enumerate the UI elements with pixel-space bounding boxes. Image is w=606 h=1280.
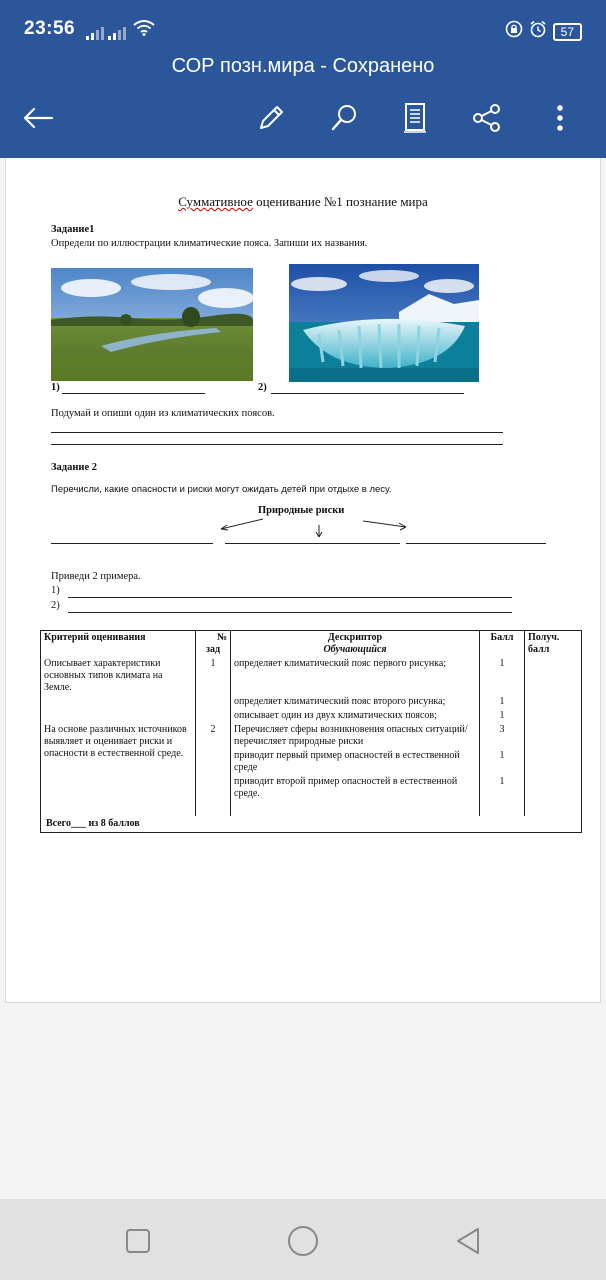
triangle-back-icon[interactable]	[448, 1221, 488, 1261]
header-num-line2: зад	[205, 644, 221, 655]
answer-line-2[interactable]	[271, 393, 464, 394]
row-descriptor: определяет климатический пояс первого рисунка;	[231, 657, 480, 695]
lock-rotation-icon	[505, 20, 523, 43]
table-row	[41, 723, 582, 749]
describe-line-2[interactable]	[51, 444, 503, 445]
signal-icon	[108, 22, 128, 40]
navigation-bar	[0, 1199, 606, 1280]
more-vertical-icon[interactable]	[542, 100, 578, 136]
heading-underlined-word: Суммативное	[178, 194, 253, 209]
header-criterion: Критерий оценивания	[41, 631, 196, 658]
arrow-left-icon[interactable]	[20, 100, 56, 136]
row-descriptor: Перечисляет сферы возникновения опасных ситуаций/ перечисляет природные риски	[231, 723, 480, 749]
task1-title: Задание1	[51, 224, 95, 235]
document-page[interactable]	[5, 158, 601, 1003]
row-criterion	[41, 709, 196, 723]
answer-line-1[interactable]	[62, 393, 205, 394]
battery-indicator: 57	[553, 23, 582, 41]
task2-title: Задание 2	[51, 462, 97, 473]
header-received-line1: Получ.	[528, 632, 560, 643]
table-header-row	[41, 631, 582, 658]
row-received[interactable]	[525, 709, 582, 723]
answer-label-2: 2)	[258, 382, 267, 393]
task2-text: Перечисли, какие опасности и риски могут ожидать детей при отдыхе в лесу.	[51, 484, 392, 495]
row-score: 1	[480, 775, 525, 816]
header-received-line2: балл	[528, 644, 550, 655]
describe-line-1[interactable]	[51, 432, 503, 433]
reading-view-icon[interactable]	[397, 100, 433, 136]
page-heading	[6, 194, 600, 210]
row-score: 3	[480, 723, 525, 749]
example-label-1: 1)	[51, 585, 60, 596]
row-num	[196, 749, 231, 775]
total-score: Всего___ из 8 баллов	[41, 816, 582, 833]
status-bar	[0, 0, 606, 50]
row-num	[196, 709, 231, 723]
row-descriptor: приводит первый пример опасностей в естественной среде	[231, 749, 480, 775]
row-criterion	[41, 695, 196, 709]
header-num-line1: №	[216, 632, 227, 643]
answer-label-1: 1)	[51, 382, 60, 393]
row-num: 2	[196, 723, 231, 749]
heading-rest: оценивание №1 познание мира	[252, 194, 428, 209]
header-score: Балл	[480, 631, 525, 658]
alarm-icon	[529, 20, 547, 43]
wifi-icon	[133, 20, 155, 41]
share-icon[interactable]	[469, 100, 505, 136]
row-descriptor: описывает один из двух климатических поясов;	[231, 709, 480, 723]
risk-arrows	[211, 513, 411, 541]
square-icon[interactable]	[118, 1221, 158, 1261]
table-row	[41, 657, 582, 695]
header-learner: Обучающийся	[323, 644, 387, 655]
circle-icon[interactable]	[283, 1221, 323, 1261]
row-received[interactable]	[525, 657, 582, 695]
example-line-2[interactable]	[68, 612, 512, 613]
row-criterion: На основе различных источников выявляет и оценивает риски и опасности в естественной среде.	[41, 723, 196, 816]
example-line-1[interactable]	[68, 597, 512, 598]
app-bar	[0, 50, 606, 158]
task1-text: Определи по иллюстрации климатические пояса. Запиши их названия.	[51, 238, 368, 249]
row-score: 1	[480, 749, 525, 775]
document-title: СОР позн.мира - Сохранено	[171, 55, 435, 77]
risk-line-2[interactable]	[225, 543, 400, 544]
row-received[interactable]	[525, 695, 582, 709]
row-score: 1	[480, 709, 525, 723]
row-received[interactable]	[525, 749, 582, 775]
row-criterion: Описывает характеристики основных типов климата на Земле.	[41, 657, 196, 695]
risks-label: Природные риски	[258, 505, 345, 516]
row-score: 1	[480, 657, 525, 695]
clock: 23:56	[24, 18, 76, 39]
risk-line-3[interactable]	[406, 543, 546, 544]
signal-icon	[86, 22, 106, 40]
search-icon[interactable]	[326, 100, 362, 136]
row-score: 1	[480, 695, 525, 709]
example-label-2: 2)	[51, 600, 60, 611]
risk-line-1[interactable]	[51, 543, 213, 544]
row-received[interactable]	[525, 775, 582, 816]
table-row	[41, 709, 582, 723]
temperate-landscape-photo	[51, 268, 253, 381]
row-num: 1	[196, 657, 231, 695]
header-descriptor	[231, 631, 480, 658]
row-num	[196, 695, 231, 709]
table-row	[41, 695, 582, 709]
examples-prompt: Приведи 2 примера.	[51, 571, 141, 582]
header-descriptor-title: Дескриптор	[327, 632, 383, 643]
criteria-table	[40, 630, 582, 833]
row-descriptor: приводит второй пример опасностей в естественной среде.	[231, 775, 480, 816]
header-num	[196, 631, 231, 658]
row-descriptor: определяет климатический пояс второго рисунка;	[231, 695, 480, 709]
row-received[interactable]	[525, 723, 582, 749]
describe-prompt: Подумай и опиши один из климатических поясов.	[51, 408, 275, 419]
header-received	[525, 631, 582, 658]
polar-ice-photo	[289, 264, 479, 382]
table-total-row	[41, 816, 582, 833]
pencil-icon[interactable]	[253, 100, 289, 136]
row-num	[196, 775, 231, 816]
